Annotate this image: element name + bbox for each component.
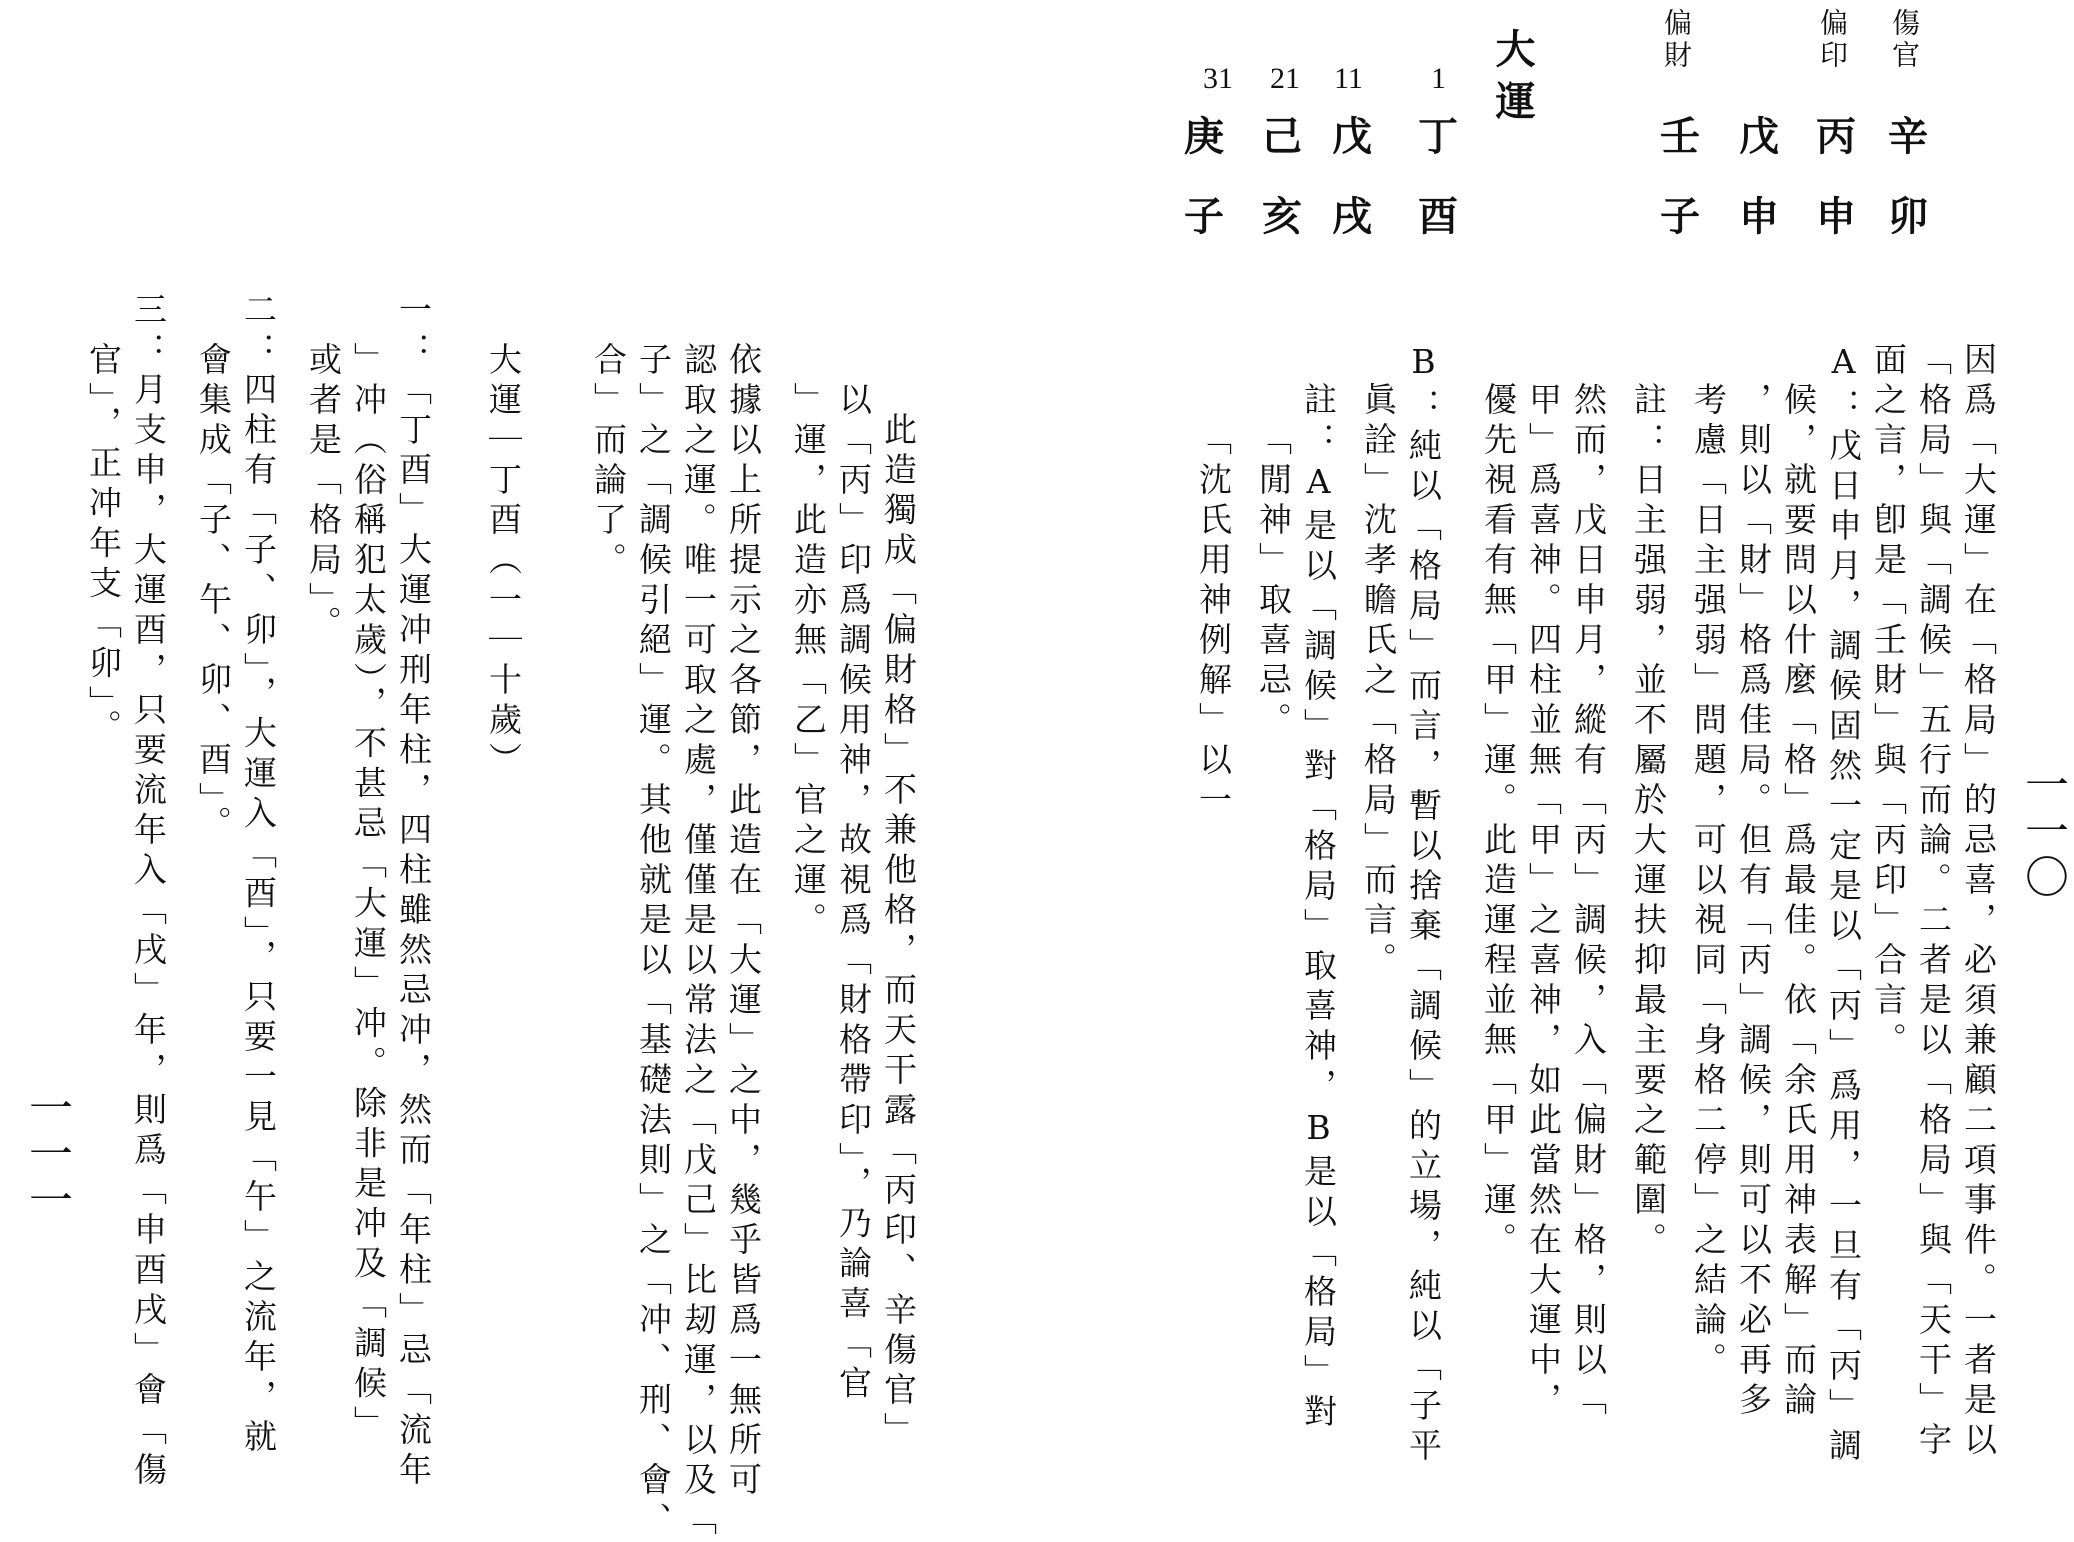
- text-column: 甲」爲喜神。四柱並無「甲」之喜神，如此當然在大運中，: [1524, 382, 1563, 1422]
- text-column: 面之言，卽是「壬財」與「丙印」合言。: [1869, 342, 1908, 1062]
- dayun-branch-11: 戌: [1332, 193, 1372, 240]
- dayun-label: 大運: [1489, 28, 1536, 132]
- dayun-age-21: 21: [1270, 62, 1300, 95]
- text-column: 大運｜丁酉（一｜十歲）: [484, 342, 523, 782]
- text-column: 子」之「調候引絕」運。其他就是以「基礎法則」之「冲、刑、會、: [634, 342, 673, 1542]
- text-column: 註：A是以「調候」對「格局」取喜神，B是以「格局」對: [1299, 382, 1338, 1434]
- text-column: 」運，此造亦無「乙」官之運。: [789, 382, 828, 942]
- text-column: 因爲「大運」在「格局」的忌喜，必須兼顧二項事件。一者是以: [1959, 342, 1998, 1462]
- dayun-branch-31: 子: [1184, 193, 1224, 240]
- pillar-month-branch: 申: [1816, 193, 1856, 240]
- dayun-stem-1: 丁: [1418, 113, 1458, 160]
- text-column: 候，就要問以什麼「格」爲最佳。依「余氏用神表解」而論: [1779, 382, 1818, 1422]
- text-column: 優先視看有無「甲」運。此造運程並無「甲」運。: [1479, 382, 1518, 1262]
- dayun-branch-21: 亥: [1262, 193, 1302, 240]
- pillar-hour-branch: 子: [1660, 193, 1700, 240]
- text-column: 二：四柱有「子、卯」，大運入「酉」，只要一見「午」之流年，就: [239, 292, 278, 1459]
- text-column: A：戊日申月，調候固然一定是以「丙」爲用，一旦有「丙」調: [1824, 342, 1863, 1468]
- dayun-stem-21: 己: [1262, 113, 1302, 160]
- dayun-stem-31: 庚: [1184, 113, 1224, 160]
- text-column: 合」而論了。: [589, 342, 628, 582]
- text-column: 眞詮」沈孝瞻氏之「格局」而言。: [1359, 382, 1398, 982]
- dayun-age-1: 1: [1431, 62, 1446, 95]
- page-number-right: 一一〇: [2017, 762, 2068, 900]
- pillar-hour-stem: 壬: [1660, 113, 1700, 160]
- dayun-age-31: 31: [1203, 62, 1233, 95]
- text-column: 考慮「日主强弱」問題，可以視同「身格二停」之結論。: [1689, 382, 1728, 1382]
- text-column: 「格局」與「調候」五行而論。二者是以「格局」與「天干」字: [1914, 342, 1953, 1462]
- text-column: 然而，戊日申月，縱有「丙」調候，入「偏財」格，則以「: [1569, 382, 1608, 1422]
- text-column: 「沈氏用神例解」以一: [1194, 422, 1233, 822]
- text-column: 依據以上所提示之各節，此造在「大運」之中，幾乎皆爲一無所可: [724, 342, 763, 1502]
- pillar-hour-god: 偏財: [1660, 8, 1693, 72]
- text-column: B：純以「格局」而言，暫以捨棄「調候」的立場，純以「子平: [1404, 342, 1443, 1468]
- text-column: 一：「丁酉」大運冲刑年柱，四柱雖然忌冲，然而「年柱」忌「流年: [394, 292, 433, 1492]
- pillar-day-branch: 申: [1739, 193, 1779, 240]
- page-number-left: 一一一: [21, 1085, 72, 1223]
- text-column: 以「丙」印爲調候用神，故視爲「財格帶印」，乃論喜「官: [834, 382, 873, 1406]
- pillar-year-branch: 卯: [1888, 193, 1928, 240]
- text-column: 此造獨成「偏財格」不兼他格，而天干露「丙印、辛傷官」: [879, 412, 918, 1452]
- text-column: ，則以「財」格爲佳局。但有「丙」調候，則可以不必再多: [1734, 382, 1773, 1422]
- pillar-year-stem: 辛: [1888, 113, 1928, 160]
- text-column: 會集成「子、午、卯、酉」。: [194, 342, 233, 846]
- text-column: 或者是「格局」。: [304, 342, 343, 646]
- pillar-month-stem: 丙: [1816, 113, 1856, 160]
- text-column: 官」，正冲年支「卯」。: [84, 342, 123, 749]
- text-column: 認取之運。唯一可取之處，僅僅是以常法之「戊己」比刼運，以及「: [679, 342, 718, 1542]
- text-column: 」冲（俗稱犯太歲），不甚忌「大運」冲。除非是冲及「調候」: [349, 342, 388, 1446]
- dayun-age-11: 11: [1334, 62, 1363, 95]
- pillar-day-stem: 戊: [1739, 113, 1779, 160]
- text-column: 三：月支申，大運酉，只要流年入「戌」年，則爲「申酉戌」會「傷: [129, 292, 168, 1492]
- text-column: 註：日主强弱，並不屬於大運扶抑最主要之範圍。: [1629, 382, 1668, 1262]
- dayun-stem-11: 戊: [1332, 113, 1372, 160]
- pillar-month-god: 偏印: [1816, 8, 1849, 72]
- text-column: 「閒神」取喜忌。: [1254, 422, 1293, 742]
- dayun-branch-1: 酉: [1418, 193, 1458, 240]
- pillar-year-god: 傷官: [1888, 8, 1921, 72]
